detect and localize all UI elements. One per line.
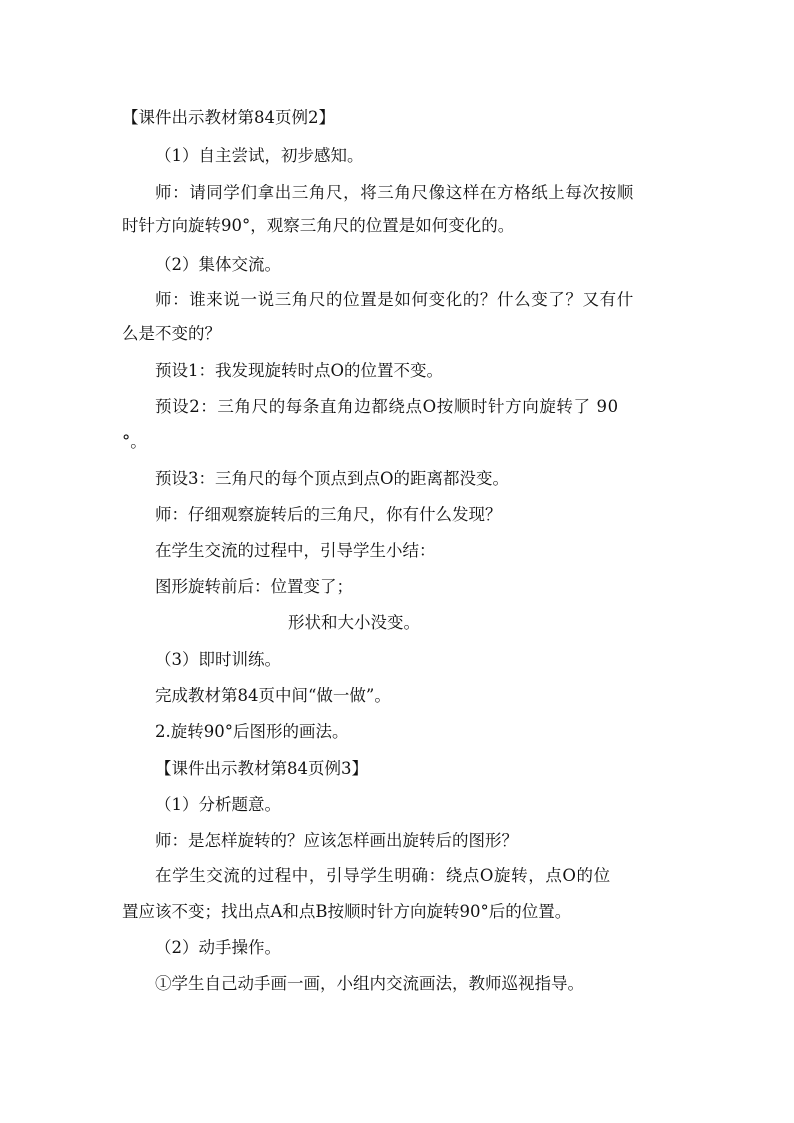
text-line: （1）分析题意。	[155, 795, 281, 814]
text-line: 【课件出示教材第84页例2】	[122, 108, 335, 127]
text-line: （2）集体交流。	[155, 255, 281, 274]
text-line: 预设2：三角尺的每条直角边都绕点O按顺时针方向旋转了 90	[155, 397, 619, 416]
text-line: 在学生交流的过程中，引导学生小结：	[155, 541, 436, 560]
text-line: 师：请同学们拿出三角尺，将三角尺像这样在方格纸上每次按顺	[155, 183, 634, 202]
text-line: （1）自主尝试，初步感知。	[155, 146, 364, 165]
text-line: （2）动手操作。	[155, 938, 281, 957]
text-line: 图形旋转前后：位置变了；	[155, 577, 353, 596]
text-line: 完成教材第84页中间“做一做”。	[155, 686, 391, 705]
text-line: 置应该不变；找出点A和点B按顺时针方向旋转90°后的位置。	[122, 902, 572, 921]
text-line: 预设1：我发现旋转时点O的位置不变。	[155, 361, 444, 380]
text-line: 在学生交流的过程中，引导学生明确：绕点O旋转，点O的位	[155, 866, 611, 885]
text-line: 预设3：三角尺的每个顶点到点O的距离都没变。	[155, 469, 510, 488]
text-line: 师：是怎样旋转的？应该怎样画出旋转后的图形？	[155, 831, 518, 850]
text-line: （3）即时训练。	[155, 650, 281, 669]
text-line: 【课件出示教材第84页例3】	[155, 759, 368, 778]
text-line: 师：谁来说一说三角尺的位置是如何变化的？什么变了？又有什	[155, 290, 634, 309]
text-line: 师：仔细观察旋转后的三角尺，你有什么发现？	[155, 505, 502, 524]
text-line: 形状和大小没变。	[288, 613, 420, 632]
text-line: 2.旋转90°后图形的画法。	[155, 722, 349, 741]
text-line: 么是不变的？	[122, 324, 221, 343]
text-line: °。	[122, 432, 147, 451]
text-line: ①学生自己动手画一画，小组内交流画法，教师巡视指导。	[155, 974, 584, 993]
text-line: 时针方向旋转90°，观察三角尺的位置是如何变化的。	[122, 216, 515, 235]
